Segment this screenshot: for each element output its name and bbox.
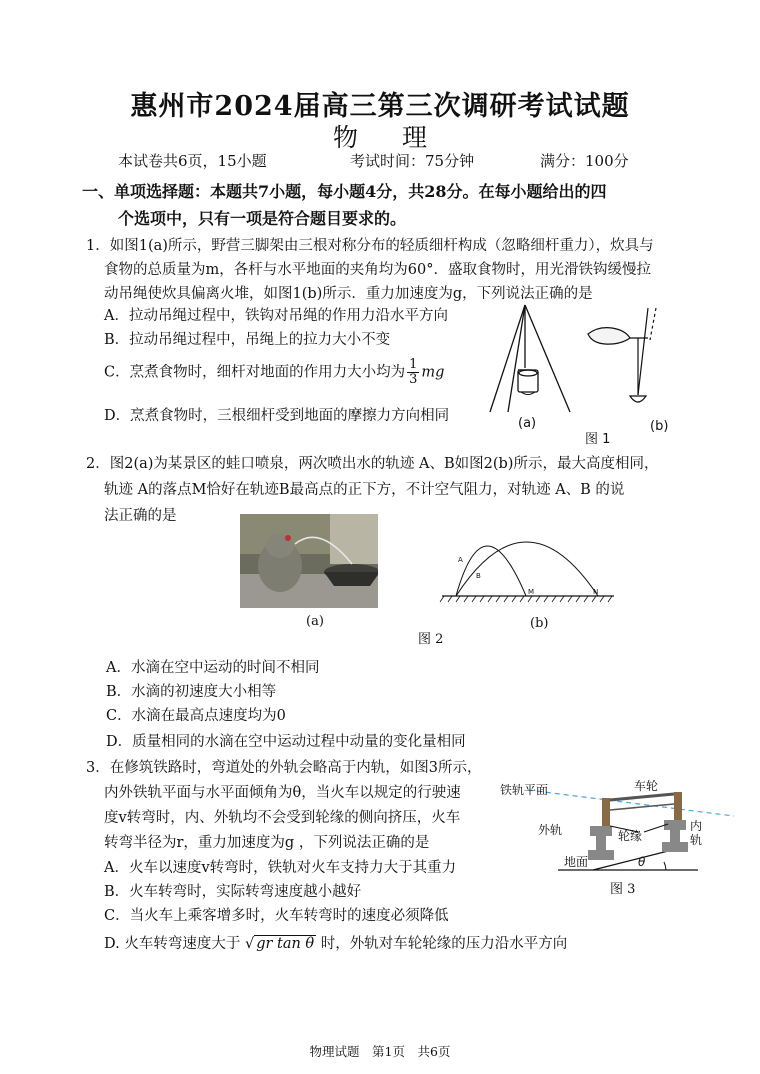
pages-info: 本试卷共6页，15小题	[118, 152, 267, 170]
sqrt-radicand: gr tan θ	[256, 936, 315, 952]
fraction-denominator: 3	[409, 372, 418, 387]
section-heading	[82, 178, 682, 232]
section-line-1: 一、单项选择题：本题共7小题，每小题4分，共28分。在每小题给出的四	[82, 182, 607, 201]
q3-line-3: 度v转弯时，内、外轨均不会受到轮缘的侧向挤压，火车	[104, 810, 461, 826]
q3-option-d-text: D. 火车转弯速度大于	[104, 936, 241, 952]
sqrt-sign: √	[244, 936, 255, 952]
label-wheel: 车轮	[634, 780, 659, 793]
q1-line-1: 1．如图1(a)所示，野营三脚架由三根对称分布的轻质细杆构成（忽略细杆重力），炊具与	[86, 238, 654, 254]
q3-option-b: B．火车转弯时，实际转弯速度越小越好	[104, 884, 362, 900]
theta-arc	[664, 862, 666, 870]
q3-line-2: 内外铁轨平面与水平面倾角为θ，当火车以规定的行驶速	[104, 785, 461, 801]
figure-3	[498, 780, 738, 892]
q1-line-2: 食物的总质量为m，各杆与水平地面的夹角均为60°．盛取食物时，用光滑铁钩缓慢拉	[104, 262, 651, 278]
inner-rail	[662, 792, 688, 852]
fig1-caption: 图 1	[585, 432, 611, 447]
q1-line-3: 动吊绳使炊具偏离火堆，如图1(b)所示．重力加速度为g，下列说法正确的是	[104, 286, 593, 302]
traj-a-label: A	[458, 556, 463, 564]
q2-option-a: A．水滴在空中运动的时间不相同	[106, 660, 320, 676]
section-line-2: 个选项中，只有一项是符合题目要求的。	[118, 209, 407, 228]
q3-option-d-tail: 时，外轨对车轮轮缘的压力沿水平方向	[320, 936, 568, 952]
q3-line-1: 3．在修筑铁路时，弯道处的外轨会略高于内轨，如图3所示，	[86, 760, 482, 776]
wheel-axle	[610, 794, 674, 800]
q2-option-d: D．质量相同的水滴在空中运动过程中动量的变化量相同	[106, 734, 466, 750]
q1-option-a: A．拉动吊绳过程中，铁钩对吊绳的作用力沿水平方向	[104, 308, 448, 324]
label-inner-2: 轨	[690, 833, 703, 847]
fig2-caption: 图 2	[418, 632, 444, 647]
fig1-label-a: (a)	[518, 416, 537, 431]
q2-line-1: 2．图2(a)为某景区的蛙口喷泉，两次喷出水的轨迹 A、B如图2(b)所示，最大高度相同，	[86, 456, 659, 472]
q2-line-3: 法正确的是	[104, 508, 177, 524]
figure-1	[480, 300, 680, 450]
question-2	[86, 452, 736, 528]
fig3-caption: 图 3	[610, 882, 636, 897]
score-info: 满分：100分	[540, 152, 629, 170]
label-inner-1: 内	[690, 819, 703, 833]
q2-line-2: 轨迹 A的落点M恰好在轨迹B最高点的正下方，不计空气阻力，对轨迹 A、B 的说	[104, 482, 625, 498]
q1-option-d: D．烹煮食物时，三根细杆受到地面的摩擦力方向相同	[104, 408, 450, 424]
fig2-label-b: (b)	[530, 616, 549, 631]
page-footer: 物理试题 第1页 共6页	[309, 1044, 451, 1059]
label-outer-rail: 外轨	[538, 823, 563, 837]
q2-option-c: C．水滴在最高点速度均为0	[106, 708, 286, 724]
hand-hook-diagram	[588, 308, 656, 402]
fig2-label-a: (a)	[306, 614, 324, 629]
fraction	[407, 358, 419, 387]
point-m-label: M	[528, 588, 535, 596]
label-flange: 轮缘	[618, 829, 643, 843]
q1-option-c	[104, 358, 444, 387]
label-ground: 地面	[564, 855, 589, 869]
fraction-numerator: 1	[409, 357, 418, 372]
traj-b-label: B	[476, 572, 481, 580]
q1-option-c-tail: mg	[421, 364, 445, 381]
subject-title: 物 理	[333, 123, 445, 152]
fountain-photo	[240, 514, 378, 608]
q1-option-b: B．拉动吊绳过程中，吊绳上的拉力大小不变	[104, 332, 391, 348]
q1-option-c-text: C．烹煮食物时，细杆对地面的作用力大小均为	[104, 364, 406, 381]
point-n-label: N	[593, 588, 599, 596]
label-rail-plane: 铁轨平面	[500, 783, 549, 797]
trajectory-diagram	[436, 516, 616, 606]
time-info: 考试时间：75分钟	[350, 152, 475, 170]
label-theta: θ	[638, 855, 646, 869]
q2-option-b: B．水滴的初速度大小相等	[106, 684, 277, 700]
sqrt-expression	[245, 932, 316, 956]
fig1-label-b: (b)	[650, 419, 669, 434]
rail-plane-line	[528, 790, 734, 816]
q3-option-a: A．火车以速度v转弯时，铁轨对火车支持力大于其重力	[104, 860, 457, 876]
question-1	[86, 234, 726, 306]
tripod-diagram	[490, 305, 570, 412]
question-3	[86, 756, 506, 855]
page-title: 惠州市2024届高三第三次调研考试试题	[130, 91, 630, 122]
q3-line-4: 转弯半径为r，重力加速度为g ，下列说法正确的是	[104, 835, 430, 851]
q3-option-c: C．当火车上乘客增多时，火车转弯时的速度必须降低	[104, 908, 449, 924]
q3-option-d	[104, 932, 567, 956]
outer-rail	[588, 798, 614, 860]
trajectory-a	[456, 546, 526, 596]
